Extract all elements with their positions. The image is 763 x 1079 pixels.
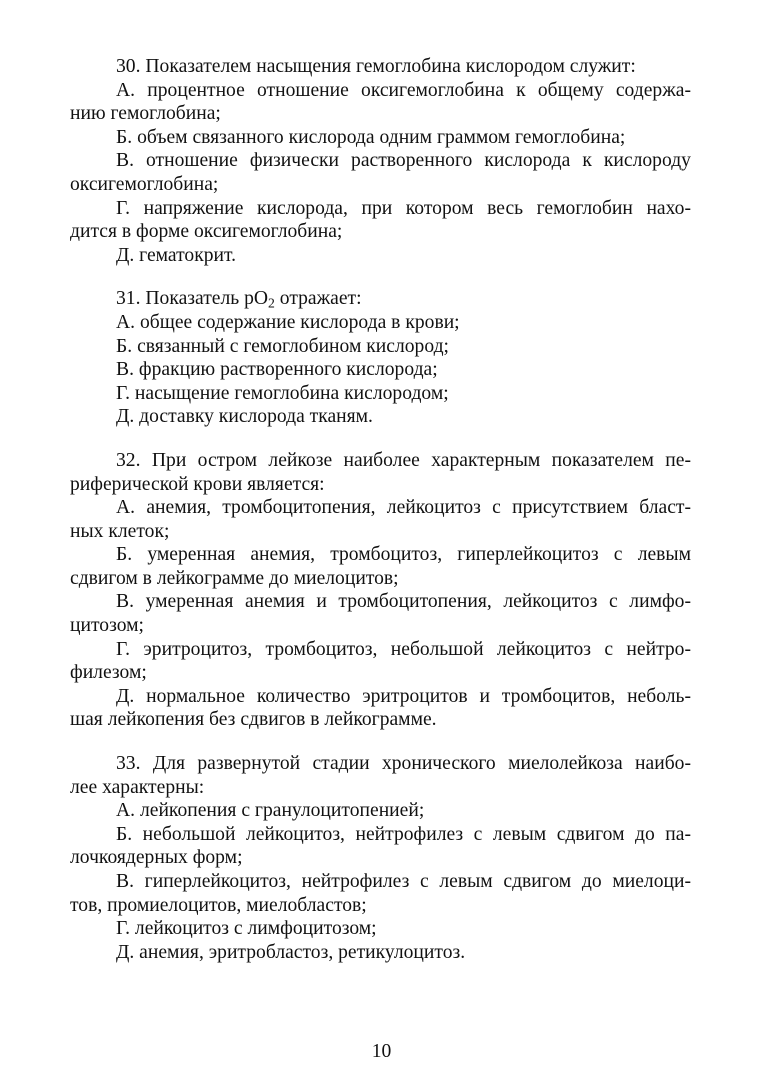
option-b-continuation: лочкоядерных форм;: [70, 847, 243, 869]
option-v-continuation: тов, промиелоцитов, миелобластов;: [70, 894, 367, 916]
page-number: 10: [371, 1041, 392, 1062]
option-v: В. отношение физически растворенного кислорода к кислороду: [116, 150, 691, 172]
option-b: Б. связанный с гемоглобином кислород;: [116, 335, 449, 357]
option-d: Д. анемия, эритробластоз, ретикулоцитоз.: [116, 941, 466, 963]
question-stem: 33. Для развернутой стадии хронического миелолейкоза наибо-: [116, 753, 691, 775]
option-d: Д. гематокрит.: [116, 244, 236, 266]
question-stem-continuation: лее характерны:: [70, 776, 205, 798]
option-b: Б. умеренная анемия, тромбоцитоз, гиперлейкоцитоз с левым: [116, 544, 691, 566]
option-a: А. общее содержание кислорода в крови;: [116, 311, 460, 333]
question-30: [70, 55, 691, 267]
option-b-continuation: сдвигом в лейкограмме до миелоцитов;: [70, 567, 399, 589]
option-g: Г. эритроцитоз, тромбоцитоз, небольшой лейкоцитоз с нейтро-: [116, 638, 691, 660]
subscript: 2: [268, 295, 275, 311]
question-stem: 31. Показатель $pO_2$ отражает:: [116, 288, 362, 311]
option-a: А. процентное отношение оксигемоглобина к общему содержа-: [116, 79, 691, 101]
option-b: Б. объем связанного кислорода одним граммом гемоглобина;: [116, 126, 626, 148]
option-a: А. лейкопения с гранулоцитопенией;: [116, 800, 425, 822]
option-g: Г. лейкоцитоз с лимфоцитозом;: [116, 918, 377, 940]
option-v: В. фракцию растворенного кислорода;: [116, 359, 438, 381]
question-stem: 32. При остром лейкозе наиболее характерным показателем пе-: [116, 449, 692, 471]
option-b: Б. небольшой лейкоцитоз, нейтрофилез с левым сдвигом до па-: [116, 823, 691, 845]
document-page: [70, 55, 691, 984]
option-v: В. гиперлейкоцитоз, нейтрофилез с левым сдвигом до миелоци-: [116, 871, 691, 892]
option-g-continuation: дится в форме оксигемоглобина;: [70, 221, 343, 243]
option-g: Г. насыщение гемоглобина кислородом;: [116, 382, 449, 404]
question-33: [70, 752, 691, 964]
option-a: А. анемия, тромбоцитопения, лейкоцитоз с присутствием бласт-: [116, 497, 691, 519]
option-v-continuation: цитозом;: [70, 615, 144, 637]
option-v-continuation: оксигемоглобина;: [70, 173, 219, 195]
option-g: Г. напряжение кислорода, при котором весь гемоглобин нахо-: [116, 197, 691, 219]
question-31: [70, 287, 691, 429]
question-32: [70, 449, 691, 732]
option-d: Д. доставку кислорода тканям.: [116, 406, 373, 428]
question-stem-continuation: риферической крови является:: [70, 473, 325, 495]
option-d: Д. нормальное количество эритроцитов и тромбоцитов, неболь-: [116, 685, 691, 707]
option-a-continuation: ных клеток;: [70, 520, 170, 542]
option-v: В. умеренная анемия и тромбоцитопения, лейкоцитоз с лимфо-: [116, 591, 691, 613]
option-a-continuation: нию гемоглобина;: [70, 103, 221, 125]
option-d-continuation: шая лейкопения без сдвигов в лейкограмме.: [70, 709, 437, 731]
option-g-continuation: филезом;: [70, 662, 147, 684]
question-stem: 30. Показателем насыщения гемоглобина кислородом служит:: [116, 56, 636, 77]
